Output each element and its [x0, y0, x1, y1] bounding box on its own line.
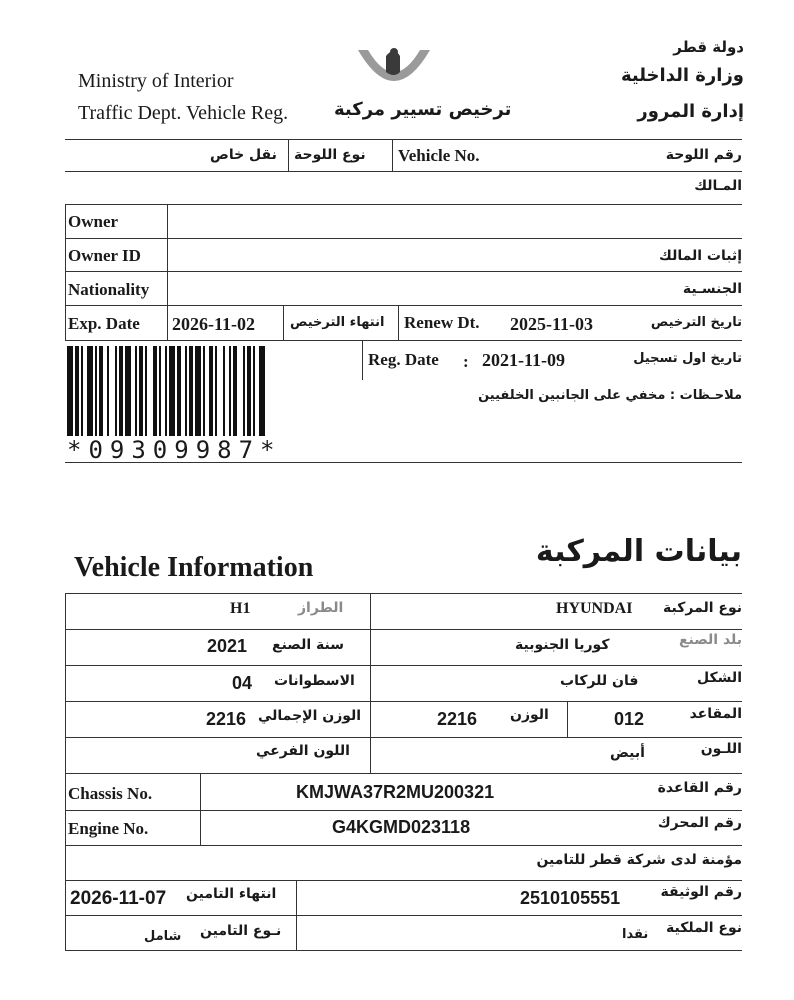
- exp-license-ar: انتهاء الترخيص: [290, 315, 385, 330]
- plate-type-label: نوع اللوحة: [294, 147, 366, 163]
- owner-en: Owner: [68, 212, 119, 231]
- plate-type-value: نقل خاص: [210, 147, 277, 163]
- cylinders-value: 04: [232, 673, 253, 693]
- barcode-text: *09309987*: [67, 436, 282, 464]
- weight-value: 2216: [437, 709, 478, 729]
- ministry-ar: وزارة الداخلية: [620, 65, 744, 86]
- gross-weight-value: 2216: [206, 709, 247, 729]
- model-label: الطراز: [298, 600, 344, 616]
- reg-date-ar: تاريخ اول تسجيل: [633, 351, 742, 366]
- sub-color-label: اللون الفرعي: [256, 743, 350, 759]
- nationality-en: Nationality: [68, 280, 150, 299]
- seats-label: المقاعد: [689, 706, 742, 722]
- engine-en: Engine No.: [68, 819, 149, 838]
- cylinders-label: الاسطوانات: [274, 673, 355, 689]
- year-label: سنة الصنع: [272, 637, 344, 653]
- reg-date-sep: :: [463, 352, 469, 371]
- remarks-ar: ملاحـظات : مخفي على الجانبين الخلفيين: [478, 388, 742, 403]
- engine-value: G4KGMD023118: [332, 817, 471, 837]
- emblem-logo: [356, 42, 432, 94]
- color-value: أبيض: [610, 745, 645, 761]
- body-value: فان للركاب: [560, 673, 639, 689]
- chassis-value: KMJWA37R2MU200321: [296, 782, 495, 802]
- renew-dt-ar: تاريخ الترخيص: [650, 315, 742, 330]
- dept-ar: إدارة المرور: [637, 101, 744, 122]
- vehicle-info-title-ar: بيانات المركبة: [535, 534, 742, 569]
- reg-date-value: 2021-11-09: [482, 350, 565, 370]
- ins-type-label: نـوع التامين: [200, 923, 282, 939]
- seats-value: 012: [614, 709, 645, 729]
- ownership-label: نوع الملكية: [666, 920, 742, 936]
- policy-no-label: رقم الوثيقة: [660, 884, 742, 900]
- body-label: الشكل: [697, 670, 742, 686]
- owner-id-ar: إثبات المالك: [659, 248, 742, 264]
- owner-section-ar: المـالك: [694, 178, 742, 194]
- reg-date-en: Reg. Date: [368, 350, 439, 369]
- plate-no-ar: رقم اللوحة: [665, 147, 742, 163]
- exp-date-value: 2026-11-02: [172, 314, 255, 334]
- ins-exp-label: انتهاء التامين: [186, 886, 277, 902]
- ins-exp-value: 2026-11-07: [70, 888, 167, 909]
- ins-type-value: شامل: [144, 929, 182, 944]
- insured-by: مؤمنة لدى شركة قطر للتامين: [536, 852, 742, 868]
- chassis-en: Chassis No.: [68, 784, 153, 803]
- dept-en: Traffic Dept. Vehicle Reg.: [78, 102, 289, 124]
- country-value: كوريا الجنوبية: [515, 637, 610, 653]
- renew-dt-en: Renew Dt.: [404, 313, 480, 332]
- exp-date-en: Exp. Date: [68, 314, 140, 333]
- chassis-label: رقم القاعدة: [657, 780, 742, 796]
- country-label: بلد الصنع: [678, 632, 742, 648]
- ownership-value: نقدا: [622, 927, 649, 942]
- ministry-en: Ministry of Interior: [78, 70, 234, 92]
- owner-id-en: Owner ID: [68, 246, 141, 265]
- policy-no-value: 2510105551: [520, 888, 621, 908]
- weight-label: الوزن: [510, 707, 549, 723]
- license-title-ar: ترخيص تسيير مركبة: [334, 99, 512, 120]
- year-value: 2021: [207, 636, 248, 656]
- state-name: دولة قطر: [673, 38, 744, 56]
- model-value: H1: [230, 600, 251, 617]
- gross-weight-label: الوزن الإجمالي: [258, 708, 362, 724]
- nationality-ar: الجنسـية: [682, 281, 742, 297]
- color-label: اللـون: [700, 741, 742, 757]
- make-value: HYUNDAI: [556, 600, 633, 617]
- make-label: نوع المركبة: [663, 600, 742, 616]
- engine-label: رقم المحرك: [657, 815, 742, 831]
- renew-dt-value: 2025-11-03: [510, 314, 593, 334]
- vehicle-no-en: Vehicle No.: [398, 146, 480, 165]
- barcode: [67, 346, 349, 436]
- vehicle-info-title-en: Vehicle Information: [74, 552, 314, 583]
